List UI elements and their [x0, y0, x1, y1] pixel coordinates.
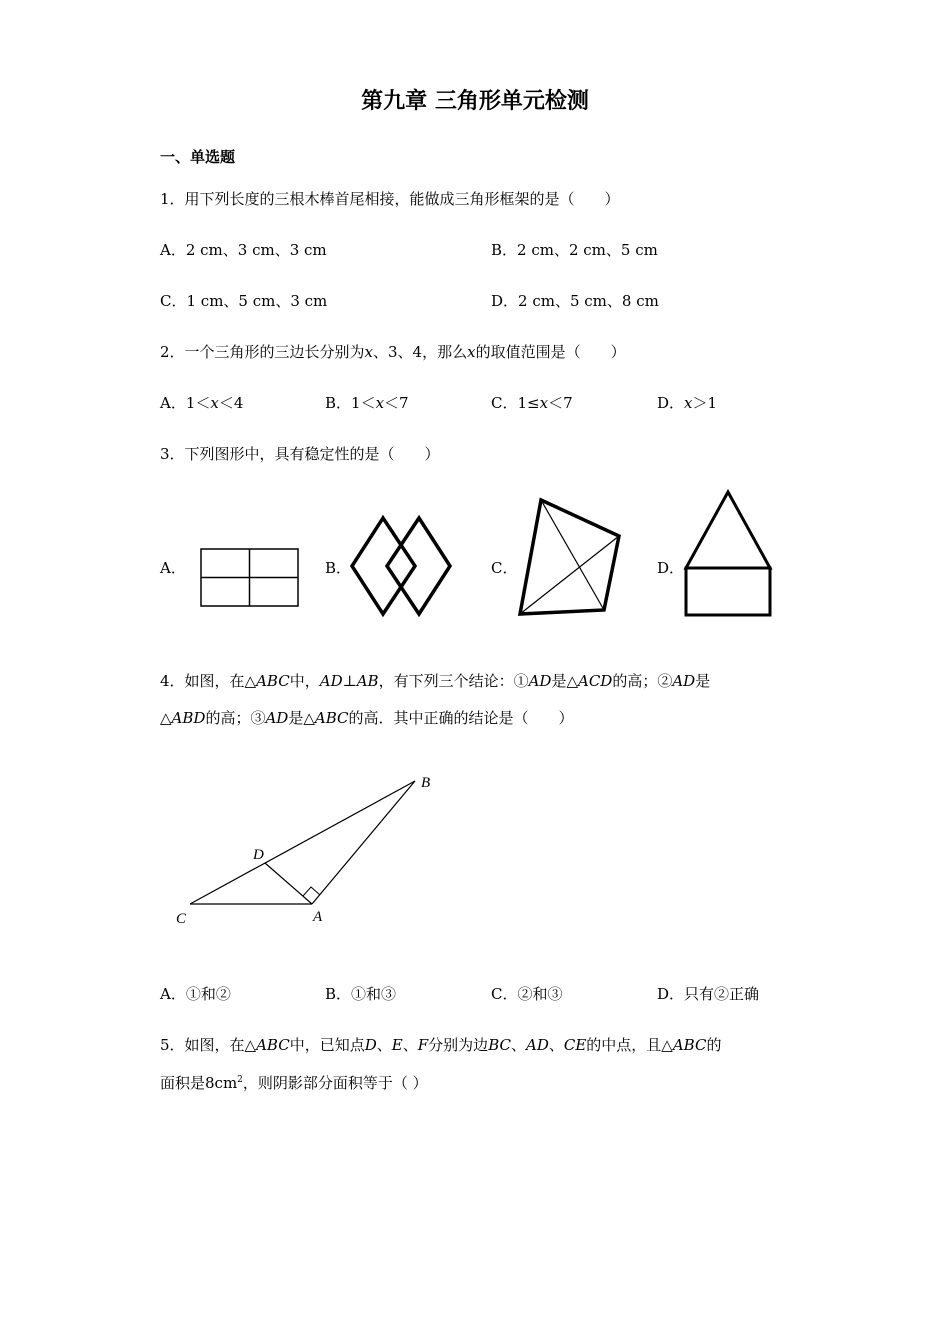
section-heading: 一、单选题: [160, 148, 236, 166]
page-title: 第九章 三角形单元检测: [361, 89, 589, 114]
q3-option-d[interactable]: D．: [657, 559, 685, 577]
q3-option-a[interactable]: A．: [160, 559, 186, 577]
q1-option-d[interactable]: D．2 cm、5 cm、8 cm: [491, 292, 659, 310]
label-d: D: [253, 847, 264, 863]
question-5-stem-line1: 5．如图，在△ABC中，已知点D、E、F分别为边BC、AD、CE的中点，且△ABC的: [160, 1036, 722, 1054]
q3-option-c[interactable]: C．: [491, 559, 518, 577]
q2-option-a[interactable]: A．1＜x＜4: [160, 394, 244, 412]
q1-option-b[interactable]: B．2 cm、2 cm、5 cm: [491, 241, 658, 259]
q4-option-c[interactable]: C．②和③: [491, 985, 563, 1003]
figure-a-grid-rectangle: [200, 548, 300, 608]
figure-d-house-shape: [682, 488, 776, 620]
q4-option-b[interactable]: B．①和③: [325, 985, 397, 1003]
q1-option-a[interactable]: A．2 cm、3 cm、3 cm: [160, 241, 327, 259]
segment-ad: [265, 863, 312, 904]
question-1-stem: 1．用下列长度的三根木棒首尾相接，能做成三角形框架的是（ ）: [160, 190, 620, 208]
q2-variable: x: [467, 343, 476, 361]
label-c: C: [176, 911, 187, 927]
figure-c-quadrilateral-diagonals: [514, 494, 624, 620]
label-a: A: [313, 909, 323, 925]
question-4-stem-line1: 4．如图，在△ABC中，AD⊥AB，有下列三个结论：①AD是△ACD的高；②AD是: [160, 672, 711, 690]
right-angle-mark: [303, 887, 320, 896]
question-4-stem-line2: △ABD的高；③AD是△ABC的高．其中正确的结论是（ ）: [160, 709, 574, 727]
q2-variable: x: [364, 343, 374, 361]
q2-option-c[interactable]: C．1≤x＜7: [491, 394, 573, 412]
segment-ab: [312, 781, 415, 904]
q2-stem-part: 2．一个三角形的三边长分别为: [160, 343, 365, 361]
question-5-stem-line2: 面积是$8cm^2$，则阴影部分面积等于（ ）: [160, 1074, 428, 1092]
q2-option-d[interactable]: D．x＞1: [657, 394, 718, 412]
label-b: B: [421, 775, 431, 791]
q2-stem-part: 的取值范围是（ ）: [475, 343, 626, 361]
q4-option-a[interactable]: A．①和②: [160, 985, 231, 1003]
q4-option-d[interactable]: D．只有②正确: [657, 985, 760, 1003]
question-2-stem: [160, 342, 626, 362]
q3-option-b[interactable]: B．: [325, 559, 352, 577]
q2-stem-part: 、3、4，那么: [373, 343, 468, 361]
q2-option-b[interactable]: B．1＜x＜7: [325, 394, 409, 412]
q1-option-c[interactable]: C．1 cm、5 cm、3 cm: [160, 292, 328, 310]
q4-triangle-figure: [165, 768, 455, 933]
figure-b-overlapping-diamonds: [350, 514, 454, 618]
question-3-stem: 3．下列图形中，具有稳定性的是（ ）: [160, 445, 440, 463]
segment-cb: [190, 781, 415, 904]
